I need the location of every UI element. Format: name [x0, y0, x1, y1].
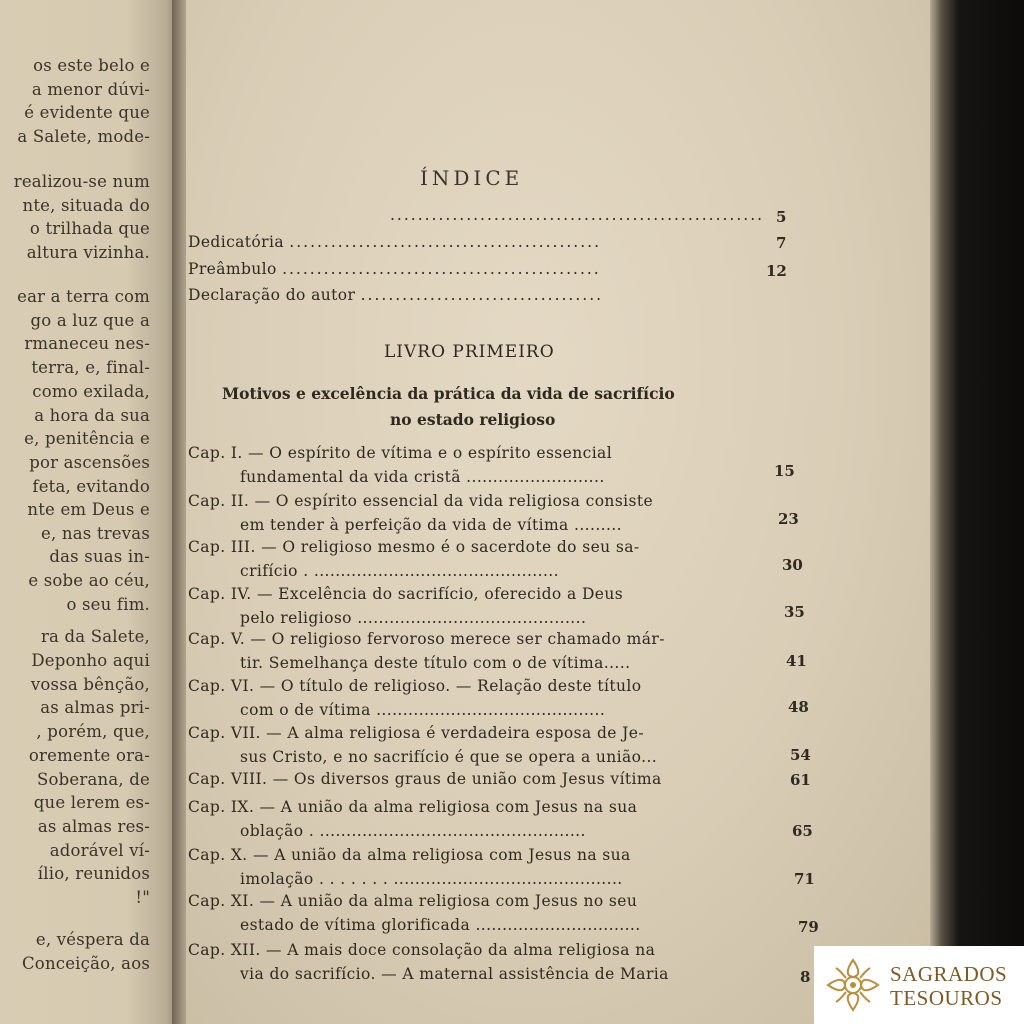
chapter-title-continuation: em tender à perfeição da vida de vítima .........	[240, 516, 622, 534]
chapter-title-continuation: com o de vítima ...........................................	[240, 701, 606, 719]
chapter-title-line: Cap. I. — O espírito de vítima e o espírito essencial	[188, 444, 613, 462]
left-page-line: vossa bênção,	[30, 675, 150, 694]
left-page-line: que lerem es-	[33, 793, 150, 812]
dark-background	[930, 0, 1024, 1024]
chapter-title-line: Cap. VI. — O título de religioso. — Relação deste título	[188, 677, 642, 695]
left-page-line: !"	[135, 888, 150, 907]
entry-label: Preâmbulo	[188, 260, 283, 278]
chapter-title-continuation: via do sacrifício. — A maternal assistência de Maria	[240, 965, 669, 983]
chapter-title-line: Cap. III. — O religioso mesmo é o sacerdote do seu sa-	[188, 538, 640, 556]
leader-dots: ..............................................	[282, 260, 601, 278]
left-page-line: os este belo e	[33, 56, 150, 75]
chapter-title-continuation: imolação . . . . . . . ...........................................	[240, 870, 623, 888]
left-page-line: e sobe ao céu,	[28, 571, 150, 590]
entry-label: Dedicatória	[188, 233, 290, 251]
watermark-logo	[814, 946, 1024, 1024]
page-number: 41	[786, 652, 807, 670]
left-page-line: e, nas trevas	[41, 524, 150, 543]
chapter-title-line: Cap. X. — A união da alma religiosa com Jesus na sua	[188, 846, 631, 864]
left-page-line: ílio, reunidos	[37, 864, 150, 883]
left-page-line: Deponho aqui	[31, 651, 150, 670]
page-number: 71	[794, 870, 815, 888]
left-page-line: é evidente que	[24, 103, 150, 122]
left-page-line: o trilhada que	[29, 219, 150, 238]
left-page-line: a hora da sua	[34, 406, 150, 425]
left-page-line: go a luz que a	[30, 311, 150, 330]
leader-dots: ......................................................	[390, 206, 765, 224]
left-page-line: ear a terra com	[17, 287, 150, 306]
left-page-line: altura vizinha.	[26, 243, 150, 262]
book-subtitle-line-2: no estado religioso	[390, 410, 556, 429]
left-page	[0, 0, 180, 1024]
page-number: 65	[792, 822, 813, 840]
chapter-title-continuation: crifício . ..............................................	[240, 562, 559, 580]
left-page-line: a Salete, mode-	[17, 127, 150, 146]
chapter-title-line: Cap. V. — O religioso fervoroso merece ser chamado már-	[188, 630, 665, 648]
chapter-title-line: Cap. II. — O espírito essencial da vida religiosa consiste	[188, 492, 654, 510]
left-page-line: rmaneceu nes-	[24, 334, 150, 353]
left-page-line: e, penitência e	[24, 429, 150, 448]
page-number: 8	[800, 968, 811, 986]
left-page-line: das suas in-	[49, 547, 150, 566]
watermark-text-line-2: TESOUROS	[890, 986, 1003, 1010]
left-page-line: Soberana, de	[37, 770, 150, 789]
chapter-title-continuation: sus Cristo, e no sacrifício é que se opera a união...	[240, 748, 658, 766]
chapter-title-continuation: pelo religioso ...........................................	[240, 609, 587, 627]
left-page-line: as almas pri-	[40, 698, 150, 717]
chapter-title-line: Cap. VII. — A alma religiosa é verdadeira esposa de Je-	[188, 724, 644, 742]
page-number: 54	[790, 746, 811, 764]
chapter-title-continuation: tir. Semelhança deste título com o de vítima.....	[240, 654, 631, 672]
front-matter-entry	[188, 286, 603, 304]
chapter-title-line: Cap. XI. — A união da alma religiosa com Jesus no seu	[188, 892, 638, 910]
page-number: 12	[766, 262, 787, 280]
front-matter-entry	[188, 233, 601, 251]
left-page-line: e, véspera da	[35, 930, 150, 949]
leader-dots: .............................................	[289, 233, 602, 251]
chapter-title-line: Cap. IV. — Excelência do sacrifício, oferecido a Deus	[188, 585, 624, 603]
book-subtitle-line-1: Motivos e excelência da prática da vida de sacrifício	[222, 384, 675, 403]
chapter-title-line: Cap. IX. — A união da alma religiosa com Jesus na sua	[188, 798, 638, 816]
left-page-line: nte em Deus e	[27, 500, 150, 519]
entry-label: Declaração do autor	[188, 286, 361, 304]
page-number: 5	[776, 208, 787, 226]
chapter-title-continuation: fundamental da vida cristã ..........................	[240, 468, 605, 486]
left-page-line: por ascensões	[29, 453, 150, 472]
left-page-line: adorável ví-	[49, 841, 150, 860]
chapter-title-line: Cap. XII. — A mais doce consolação da alma religiosa na	[188, 941, 656, 959]
page-number: 48	[788, 698, 809, 716]
chapter-title-continuation: oblação . ..................................................	[240, 822, 586, 840]
left-page-line: ra da Salete,	[40, 627, 150, 646]
left-page-line: realizou-se num	[13, 172, 150, 191]
left-page-line: a menor dúvi-	[31, 80, 150, 99]
left-page-line: feta, evitando	[32, 477, 150, 496]
left-page-line: terra, e, final-	[31, 358, 150, 377]
page-number: 15	[774, 462, 795, 480]
left-page-line: Conceição, aos	[21, 954, 150, 973]
page-number: 7	[776, 234, 787, 252]
page-number: 35	[784, 603, 805, 621]
front-matter-entry	[390, 206, 764, 224]
book-title: LIVRO PRIMEIRO	[384, 342, 555, 362]
ornamental-cross-icon	[824, 956, 882, 1014]
left-page-line: oremente ora-	[28, 746, 150, 765]
page-number: 23	[778, 510, 799, 528]
left-page-line: nte, situada do	[22, 196, 150, 215]
leader-dots: ...................................	[360, 286, 604, 304]
chapter-title-continuation: estado de vítima glorificada ...............................	[240, 916, 641, 934]
left-page-line: as almas res-	[37, 817, 150, 836]
index-title: ÍNDICE	[420, 166, 524, 190]
page-number: 30	[782, 556, 803, 574]
chapter-title-line: Cap. VIII. — Os diversos graus de união com Jesus vítima	[188, 770, 662, 788]
left-page-line: , porém, que,	[36, 722, 150, 741]
page-number: 61	[790, 771, 811, 789]
left-page-line: o seu fim.	[66, 595, 150, 614]
page-number: 79	[798, 918, 819, 936]
front-matter-entry	[188, 260, 601, 278]
watermark-text-line-1: SAGRADOS	[890, 962, 1008, 986]
left-page-line: como exilada,	[32, 382, 150, 401]
